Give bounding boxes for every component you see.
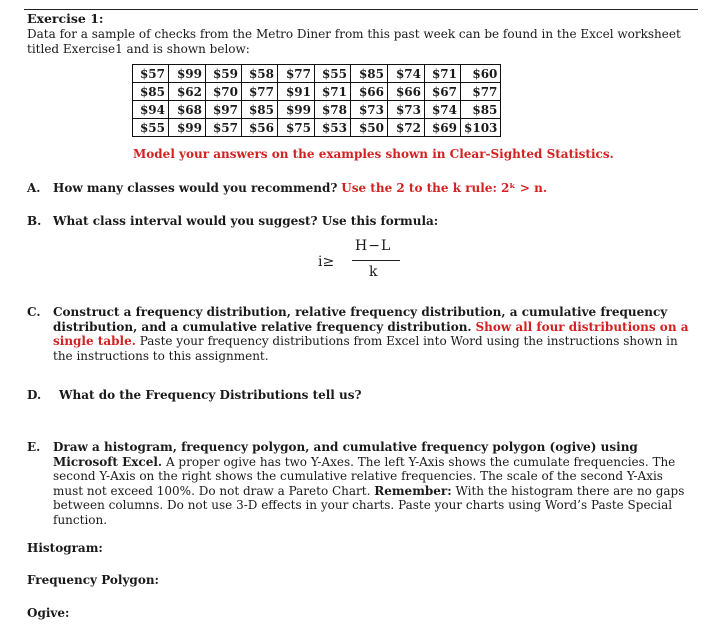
- checks-table-cell: $70: [206, 83, 242, 101]
- checks-table-cell: $56: [242, 119, 278, 137]
- question-a: [27, 181, 547, 196]
- checks-table-cell: $94: [133, 101, 169, 119]
- checks-table-cell: $57: [206, 119, 242, 137]
- checks-table-cell: $66: [351, 83, 388, 101]
- question-c-rest-text: Paste your frequency distributions from Excel into Word using the instructions shown in the instructions to this assignment.: [53, 334, 678, 363]
- top-rule: [24, 9, 698, 10]
- checks-table-cell: $55: [315, 65, 351, 83]
- histogram-heading: Histogram:: [27, 541, 103, 555]
- question-b-label: B.: [27, 214, 42, 228]
- formula-fraction-bar: [352, 260, 400, 261]
- checks-table-cell: $50: [351, 119, 388, 137]
- question-e-text-1: A proper ogive has two Y-Axes. The left Y-Axis shows the cumulate frequencies. The second Y-Axis on the right shows the cumulative relative frequencies. The scale of the second Y-Axis must not exceed 100%. Do not draw a Pareto Chart.: [53, 454, 676, 498]
- class-interval-formula: [318, 238, 428, 288]
- question-c-label: C.: [27, 305, 41, 319]
- question-a-label: A.: [27, 181, 41, 195]
- checks-table-cell: $58: [242, 65, 278, 83]
- checks-table-cell: $60: [461, 65, 501, 83]
- checks-table-cell: $66: [388, 83, 425, 101]
- formula-denominator: k: [369, 264, 378, 280]
- checks-table-row: [133, 65, 501, 83]
- checks-table-cell: $99: [169, 119, 206, 137]
- question-b-text: What class interval would you suggest? Use this formula:: [53, 214, 439, 228]
- question-e-bold-text: Draw a histogram, frequency polygon, and cumulative frequency polygon (ogive) using Microsoft Excel.: [53, 440, 638, 469]
- question-e-body: [53, 440, 693, 527]
- question-a-text: How many classes would you recommend?: [53, 181, 338, 195]
- question-b: [27, 214, 438, 229]
- checks-table-cell: $73: [388, 101, 425, 119]
- checks-table-cell: $74: [425, 101, 461, 119]
- checks-table-cell: $57: [133, 65, 169, 83]
- checks-table-cell: $77: [278, 65, 315, 83]
- checks-table-cell: $71: [425, 65, 461, 83]
- formula-numerator: H−L: [355, 238, 392, 254]
- checks-table-cell: $62: [169, 83, 206, 101]
- question-c: [27, 305, 689, 363]
- checks-table-cell: $71: [315, 83, 351, 101]
- checks-table-cell: $73: [351, 101, 388, 119]
- checks-table-cell: $68: [169, 101, 206, 119]
- checks-table-cell: $67: [425, 83, 461, 101]
- question-d-text: What do the Frequency Distributions tell us?: [59, 388, 362, 402]
- checks-table-cell: $74: [388, 65, 425, 83]
- frequency-polygon-heading: Frequency Polygon:: [27, 573, 159, 587]
- checks-table-cell: $77: [242, 83, 278, 101]
- checks-table-cell: $85: [461, 101, 501, 119]
- checks-table-cell: $53: [315, 119, 351, 137]
- checks-table-body: [133, 65, 501, 137]
- checks-table-cell: $69: [425, 119, 461, 137]
- question-a-hint: Use the 2 to the k rule: 2ᵏ > n.: [341, 181, 547, 195]
- intro-paragraph: Data for a sample of checks from the Metro Diner from this past week can be found in the Excel worksheet titled Exercise1 and is shown below:: [27, 27, 681, 56]
- checks-table-cell: $75: [278, 119, 315, 137]
- checks-table-row: [133, 101, 501, 119]
- question-d-label: D.: [27, 388, 42, 402]
- checks-table-cell: $85: [133, 83, 169, 101]
- checks-table-cell: $59: [206, 65, 242, 83]
- question-e: [27, 440, 695, 527]
- checks-table-cell: $77: [461, 83, 501, 101]
- checks-table-cell: $103: [461, 119, 501, 137]
- checks-table-cell: $91: [278, 83, 315, 101]
- model-note: Model your answers on the examples shown in Clear-Sighted Statistics.: [133, 147, 614, 161]
- question-d: [27, 388, 362, 403]
- checks-table-row: [133, 119, 501, 137]
- checks-table-cell: $78: [315, 101, 351, 119]
- question-c-body: [53, 305, 693, 363]
- question-e-text-2: With the histogram there are no gaps between columns. Do not use 3-D effects in your charts. Paste your charts using Word’s Paste Special function.: [53, 483, 685, 527]
- exercise-title: Exercise 1:: [27, 11, 104, 26]
- question-c-bold-text: Construct a frequency distribution, relative frequency distribution, a cumulative frequency distribution, and a cumulative relative frequency distribution.: [53, 305, 668, 334]
- checks-table-cell: $99: [278, 101, 315, 119]
- checks-table: [132, 64, 501, 137]
- checks-table-cell: $99: [169, 65, 206, 83]
- formula-lhs: i≥: [318, 254, 335, 270]
- checks-table-cell: $72: [388, 119, 425, 137]
- question-c-red-text: Show all four distributions on a single table.: [53, 319, 689, 348]
- question-e-label: E.: [27, 440, 41, 454]
- checks-table-cell: $85: [242, 101, 278, 119]
- ogive-heading: Ogive:: [27, 606, 70, 620]
- checks-table-cell: $97: [206, 101, 242, 119]
- question-e-remember-label: Remember:: [374, 483, 452, 498]
- checks-table-cell: $85: [351, 65, 388, 83]
- checks-table-row: [133, 83, 501, 101]
- checks-table-cell: $55: [133, 119, 169, 137]
